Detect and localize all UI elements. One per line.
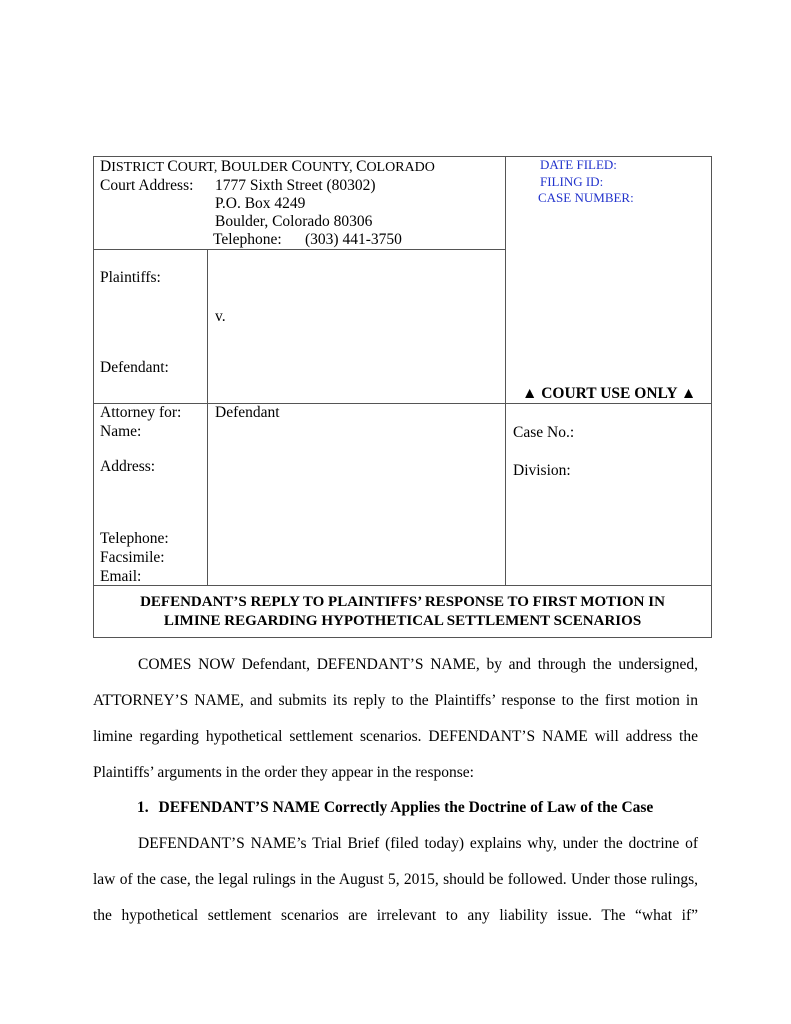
paragraph-line: DEFENDANT’S NAME’s Trial Brief (filed today) explains why, under the doctrine of: [138, 835, 698, 852]
section-title: DEFENDANT’S NAME Correctly Applies the Doctrine of Law of the Case: [158, 799, 654, 816]
attorney-address-label: Address:: [100, 458, 156, 475]
body-paragraph-1: [93, 647, 698, 791]
document-title-line2: LIMINE REGARDING HYPOTHETICAL SETTLEMENT SCENARIOS: [163, 613, 642, 629]
court-telephone-value: (303) 441-3750: [305, 231, 402, 248]
versus-text: v.: [215, 308, 226, 325]
date-filed-label: DATE FILED:: [540, 157, 617, 172]
attorney-name-label: Name:: [100, 423, 142, 440]
paragraph-line: Plaintiffs’ arguments in the order they appear in the response:: [93, 764, 474, 781]
caption-divider-vertical-right: [505, 156, 506, 586]
section-number: 1.: [137, 799, 149, 816]
caption-divider-vertical-left: [207, 249, 208, 586]
attorney-for-value: Defendant: [215, 404, 280, 421]
attorney-email-label: Email:: [100, 568, 142, 585]
body-paragraph-2: [93, 826, 698, 934]
caption-divider-title: [93, 585, 712, 586]
defendant-label: Defendant:: [100, 359, 169, 376]
court-telephone-label: Telephone:: [213, 231, 282, 248]
paragraph-line: limine regarding hypothetical settlement scenarios. DEFENDANT’S NAME will address the: [93, 728, 698, 745]
document-title: [93, 593, 712, 631]
court-address-line3: Boulder, Colorado 80306: [215, 213, 373, 230]
division-label: Division:: [513, 462, 571, 479]
court-address-line2: P.O. Box 4249: [215, 195, 306, 212]
court-address-label: Court Address:: [100, 177, 194, 194]
court-name: DISTRICT COURT, BOULDER COUNTY, COLORADO: [100, 158, 435, 175]
plaintiffs-label: Plaintiffs:: [100, 269, 161, 286]
caption-divider-court: [93, 249, 506, 250]
caption-divider-parties: [93, 403, 712, 404]
court-address-line1: 1777 Sixth Street (80302): [215, 177, 376, 194]
paragraph-line: law of the case, the legal rulings in the August 5, 2015, should be followed. Under those rulings,: [93, 871, 698, 888]
paragraph-line: ATTORNEY’S NAME, and submits its reply to the Plaintiffs’ response to the first motion in: [93, 692, 698, 709]
case-number-label: CASE NUMBER:: [538, 190, 634, 205]
attorney-for-label: Attorney for:: [100, 404, 182, 421]
document-title-line1: DEFENDANT’S REPLY TO PLAINTIFFS’ RESPONSE TO FIRST MOTION IN: [140, 594, 665, 610]
paragraph-line: the hypothetical settlement scenarios are irrelevant to any liability issue. The “what if”: [93, 907, 698, 924]
filing-id-label: FILING ID:: [540, 174, 604, 189]
case-no-label: Case No.:: [513, 424, 575, 441]
section-heading-1: [137, 798, 653, 818]
attorney-telephone-label: Telephone:: [100, 530, 169, 547]
court-use-only: ▲ COURT USE ONLY ▲: [522, 385, 697, 402]
attorney-facsimile-label: Facsimile:: [100, 549, 165, 566]
paragraph-line: COMES NOW Defendant, DEFENDANT’S NAME, by and through the undersigned,: [138, 656, 698, 673]
